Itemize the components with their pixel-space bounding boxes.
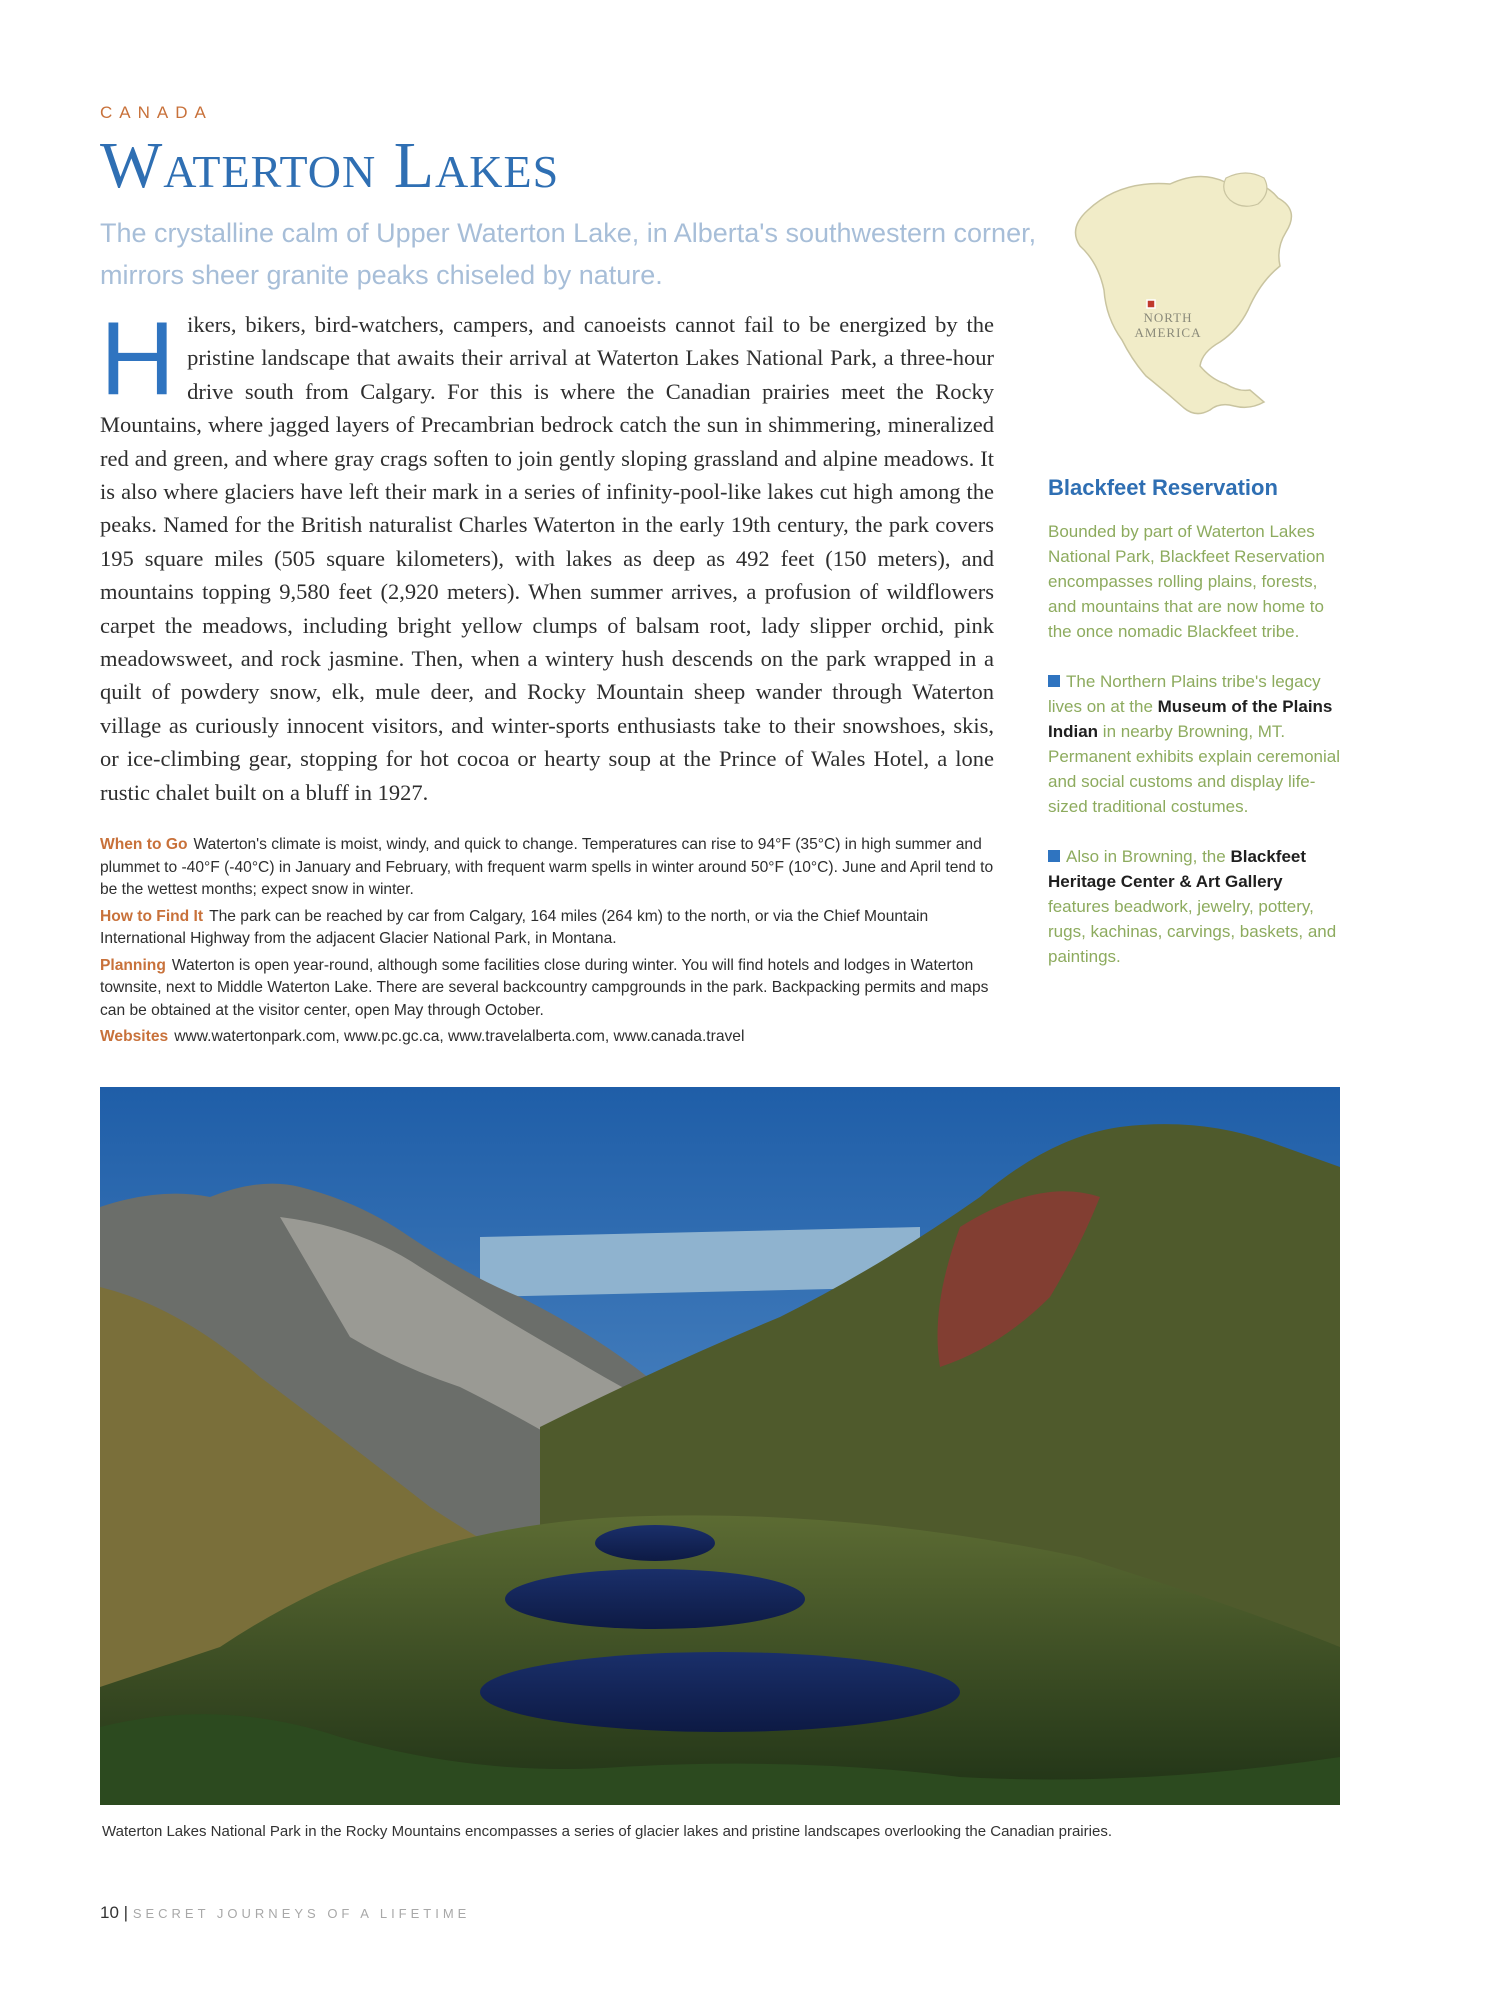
sidebar [1048,475,1348,994]
north-america-landmass [1076,176,1292,413]
page-footer [100,1903,470,1923]
info-how-to-find-it [100,906,1000,951]
travel-info [100,834,1000,1053]
map-label-line1: NORTH [1143,310,1193,325]
article-body-text: ikers, bikers, bird-watchers, campers, and canoeists cannot fail to be energized by the pristine landscape that awaits their arrival at Waterton Lakes National Park, a three-hour drive south from Calgary. For this is where the Canadian prairies meet the Rocky Mountains, where jagged layers of Precambrian bedrock catch the sun in shimmering, mineralized red and green, and where gray crags soften to join gently sloping grassland and alpine meadows. It is also where glaciers have left their mark in a series of infinity-pool-like lakes cut high among the peaks. Named for the British naturalist Charles Waterton in the early 19th century, the park covers 195 square miles (505 square kilometers), with lakes as deep as 492 feet (150 meters), and mountains topping 9,580 feet (2,920 meters). When summer arrives, a profusion of wildflowers carpet the meadows, including bright yellow clumps of balsam root, lady slipper orchid, pink meadowsweet, and rock jasmine. Then, when a wintery hush descends on the park wrapped in a quilt of powdery snow, elk, mule deer, and Rocky Mountain sheep wander through Waterton village as curiously innocent visitors, and winter-sports enthusiasts take to their snowshoes, skis, or ice-climbing gear, stopping for hot cocoa or hearty soup at the Prince of Wales Hotel, a lone rustic chalet built on a bluff in 1927. [100,312,994,805]
sidebar-text: features beadwork, jewelry, pottery, rugs, kachinas, carvings, baskets, and paintings. [1048,897,1337,966]
sidebar-text: The Northern Plains tribe's legacy lives on at the [1048,672,1321,716]
photo-caption: Waterton Lakes National Park in the Rocky Mountains encompasses a series of glacier lakes and pristine landscapes overlooking the Canadian prairies. [102,1823,1112,1840]
upper-lake [595,1525,715,1561]
info-label: Websites [100,1028,169,1045]
sidebar-item-museum [1048,669,1348,819]
drop-cap: H [100,301,176,417]
sidebar-text: Also in Browning, the [1066,847,1226,866]
info-text: www.watertonpark.com, www.pc.gc.ca, www.travelalberta.com, www.canada.travel [174,1028,745,1045]
lower-lake [480,1652,960,1732]
page-subtitle: The crystalline calm of Upper Waterton Lake, in Alberta's southwestern corner, mirrors sheer granite peaks chiseled by nature. [100,218,1037,290]
landscape-photo [100,1087,1340,1805]
page-title: Waterton Lakes [100,129,560,202]
info-planning [100,955,1000,1023]
sidebar-intro: Bounded by part of Waterton Lakes National Park, Blackfeet Reservation encompasses rolling plains, forests, and mountains that are now home to the once nomadic Blackfeet tribe. [1048,522,1325,641]
info-label: When to Go [100,836,188,853]
sidebar-title: Blackfeet Reservation [1048,475,1278,500]
map-label-line2: AMERICA [1134,325,1202,340]
section-kicker: CANADA [100,103,213,122]
page-number: 10 [100,1903,119,1922]
info-text: The park can be reached by car from Calgary, 164 miles (264 km) to the north, or via the Chief Mountain International Highway from the adjacent Glacier National Park, in Montana. [100,907,929,947]
north-america-map [1050,170,1320,450]
info-when-to-go [100,834,1000,902]
sidebar-item-heritage-center [1048,844,1348,969]
footer-separator: | [123,1903,129,1922]
info-websites [100,1026,1000,1049]
info-text: Waterton's climate is moist, windy, and quick to change. Temperatures can rise to 94°F (35°C) in high summer and plummet to -40°F (-40°C) in January and February, with frequent warm spells in winter around 50°F (10°C). June and April tend to be the wettest months; expect snow in winter. [100,836,994,898]
info-text: Waterton is open year-round, although some facilities close during winter. You will find hotels and lodges in Waterton townsite, next to Middle Waterton Lake. There are several backcountry campgrounds in the park. Backpacking permits and maps can be obtained at the visitor center, open May through October. [100,956,989,1019]
square-bullet-icon [1048,850,1060,862]
location-marker [1147,300,1155,308]
sidebar-highlight: Blackfeet Heritage Center & Art Gallery [1048,847,1307,891]
book-series-title: SECRET JOURNEYS OF A LIFETIME [132,1906,471,1921]
sidebar-text: in nearby Browning, MT. Permanent exhibits explain ceremonial and social customs and display life-sized traditional costumes. [1048,722,1340,816]
info-label: How to Find It [100,907,204,925]
sidebar-highlight: Museum of the Plains Indian [1048,697,1333,741]
article-body [100,301,994,809]
middle-lake [505,1569,805,1629]
info-label: Planning [100,956,166,974]
square-bullet-icon [1048,675,1060,687]
